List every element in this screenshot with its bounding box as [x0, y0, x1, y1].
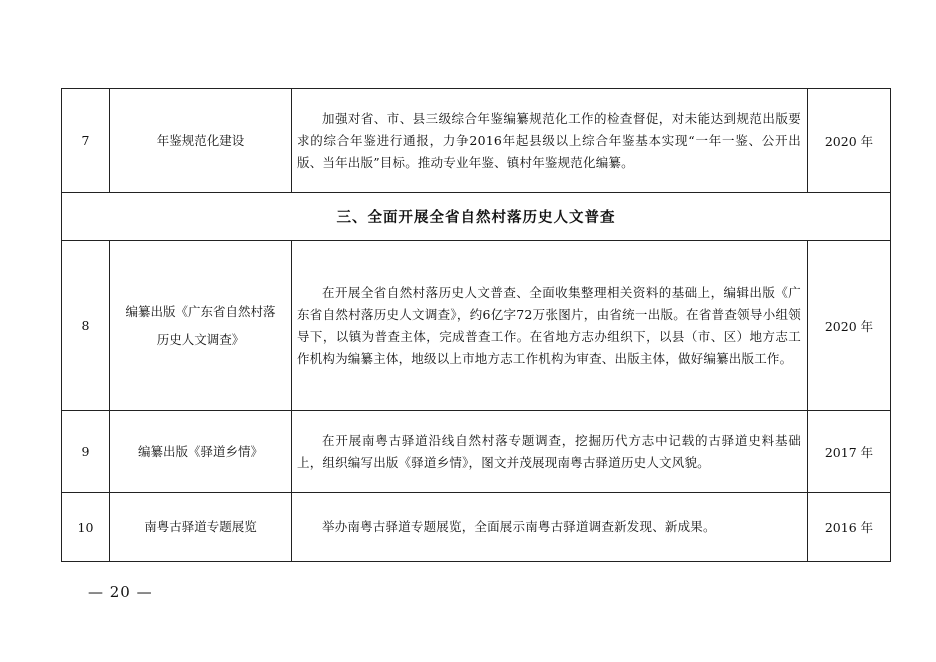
task-description — [292, 493, 808, 562]
table-row — [62, 241, 891, 411]
section-heading: 三、全面开展全省自然村落历史人文普查 — [62, 193, 891, 241]
page-number: — 20 — — [88, 583, 153, 601]
task-name — [110, 89, 292, 193]
task-name — [110, 493, 292, 562]
task-name — [110, 241, 292, 411]
deadline-year: 2016 年 — [808, 493, 891, 562]
plan-table — [61, 88, 891, 562]
task-description-text: 加强对省、市、县三级综合年鉴编纂规范化工作的检查督促，对未能达到规范出版要求的综合年鉴进行通报，力争2016年起县级以上综合年鉴基本实现“一年一鉴、公开出版、当年出版”目标。推动专业年鉴、镇村年鉴规范化编纂。 — [297, 110, 801, 170]
row-number: 10 — [62, 493, 110, 562]
table-row — [62, 411, 891, 493]
deadline-year: 2020 年 — [808, 89, 891, 193]
task-name-line: 南粤古驿道专题展览 — [144, 519, 257, 534]
row-number: 9 — [62, 411, 110, 493]
task-description — [292, 89, 808, 193]
table-row — [62, 89, 891, 193]
task-description-text: 举办南粤古驿道专题展览，全面展示南粤古驿道调查新发现、新成果。 — [322, 519, 716, 534]
task-name-line: 编纂出版《驿道乡情》 — [137, 443, 263, 459]
table-row — [62, 493, 891, 562]
task-name-line: 编纂出版《广东省自然村落 — [125, 303, 276, 319]
task-description — [292, 241, 808, 411]
task-description-text: 在开展南粤古驿道沿线自然村落专题调查，挖掘历代方志中记载的古驿道史料基础上，组织编写出版《驿道乡情》，图文并茂展现南粤古驿道历史人文风貌。 — [297, 432, 801, 470]
row-number: 7 — [62, 89, 110, 193]
section-heading-row — [62, 193, 891, 241]
task-name — [110, 411, 292, 493]
row-number: 8 — [62, 241, 110, 411]
deadline-year: 2017 年 — [808, 411, 891, 493]
task-description — [292, 411, 808, 493]
task-description-text: 在开展全省自然村落历史人文普查、全面收集整理相关资料的基础上，编辑出版《广东省自然村落历史人文调查》，约6亿字72万张图片，由省统一出版。在省普查领导小组领导下，以镇为普查主体，完成普查工作。在省地方志办组织下，以县（市、区）地方志工作机构为编纂主体，地级以上市地方志工作机构为审查、出版主体，做好编纂出版工作。 — [297, 284, 801, 366]
task-name-line: 历史人文调查》 — [156, 331, 245, 347]
deadline-year: 2020 年 — [808, 241, 891, 411]
task-name-line: 年鉴规范化建设 — [156, 132, 245, 148]
